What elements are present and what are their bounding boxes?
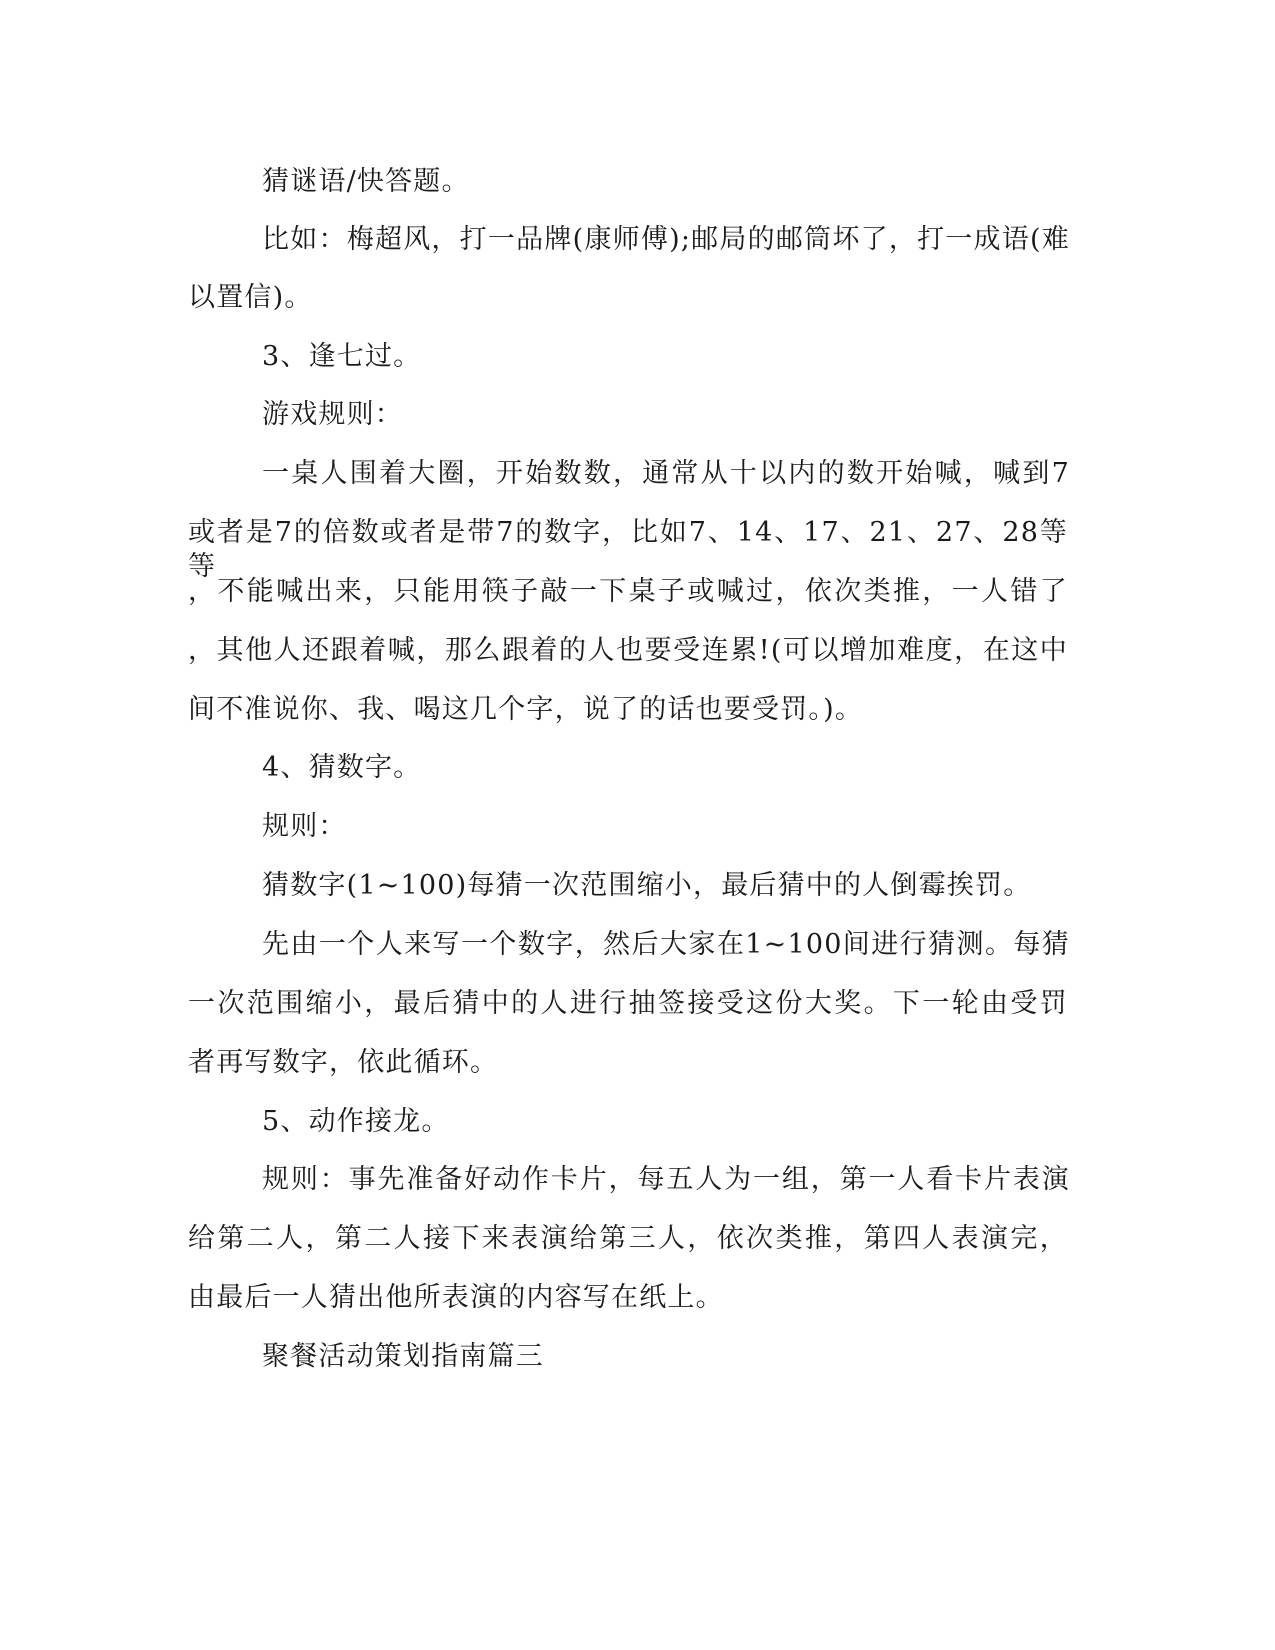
paragraph-action-relay-line-1: 规则：事先准备好动作卡片，每五人为一组，第一人看卡片表演 (262, 1164, 1070, 1195)
paragraph-7-rules-line-4: ，其他人还跟着喊，那么跟着的人也要受连累!(可以增加难度，在这中 (188, 635, 1068, 666)
paragraph-7-rules-line-2: 或者是7的倍数或者是带7的数字，比如7、14、17、21、27、28等等 (188, 517, 1068, 582)
paragraph-7-rules-line-3: ，不能喊出来，只能用筷子敲一下桌子或喊过，依次类推，一人错了 (188, 576, 1068, 607)
rules-label-4: 规则： (262, 811, 347, 842)
paragraph-riddle-heading: 猜谜语/快答题。 (262, 166, 470, 197)
paragraph-7-rules-line-5: 间不准说你、我、喝这几个字，说了的话也要受罚。)。 (188, 694, 864, 725)
paragraph-guess-number-line-3: 者再写数字，依此循环。 (188, 1047, 499, 1078)
section-heading-3: 3、逢七过。 (262, 341, 422, 372)
rules-label-3: 游戏规则： (262, 399, 403, 430)
paragraph-guess-number-line-2: 一次范围缩小，最后猜中的人进行抽签接受这份大奖。下一轮由受罚 (188, 988, 1068, 1019)
paragraph-guess-number-line-1: 先由一个人来写一个数字，然后大家在1~100间进行猜测。每猜 (262, 929, 1070, 960)
paragraph-riddle-example-line-2: 以置信)。 (188, 282, 313, 313)
paragraph-guess-number-summary: 猜数字(1~100)每猜一次范围缩小，最后猜中的人倒霉挨罚。 (262, 870, 1032, 901)
chapter-title: 聚餐活动策划指南篇三 (262, 1341, 544, 1372)
paragraph-action-relay-line-2: 给第二人，第二人接下来表演给第三人，依次类推，第四人表演完， (188, 1223, 1068, 1254)
paragraph-7-rules-line-1: 一桌人围着大圈，开始数数，通常从十以内的数开始喊，喊到7 (262, 458, 1070, 489)
section-heading-4: 4、猜数字。 (262, 752, 422, 783)
paragraph-action-relay-line-3: 由最后一人猜出他所表演的内容写在纸上。 (188, 1282, 724, 1313)
section-heading-5: 5、动作接龙。 (262, 1106, 450, 1137)
paragraph-riddle-example-line-1: 比如：梅超风，打一品牌(康师傅);邮局的邮筒坏了，打一成语(难 (262, 224, 1070, 255)
